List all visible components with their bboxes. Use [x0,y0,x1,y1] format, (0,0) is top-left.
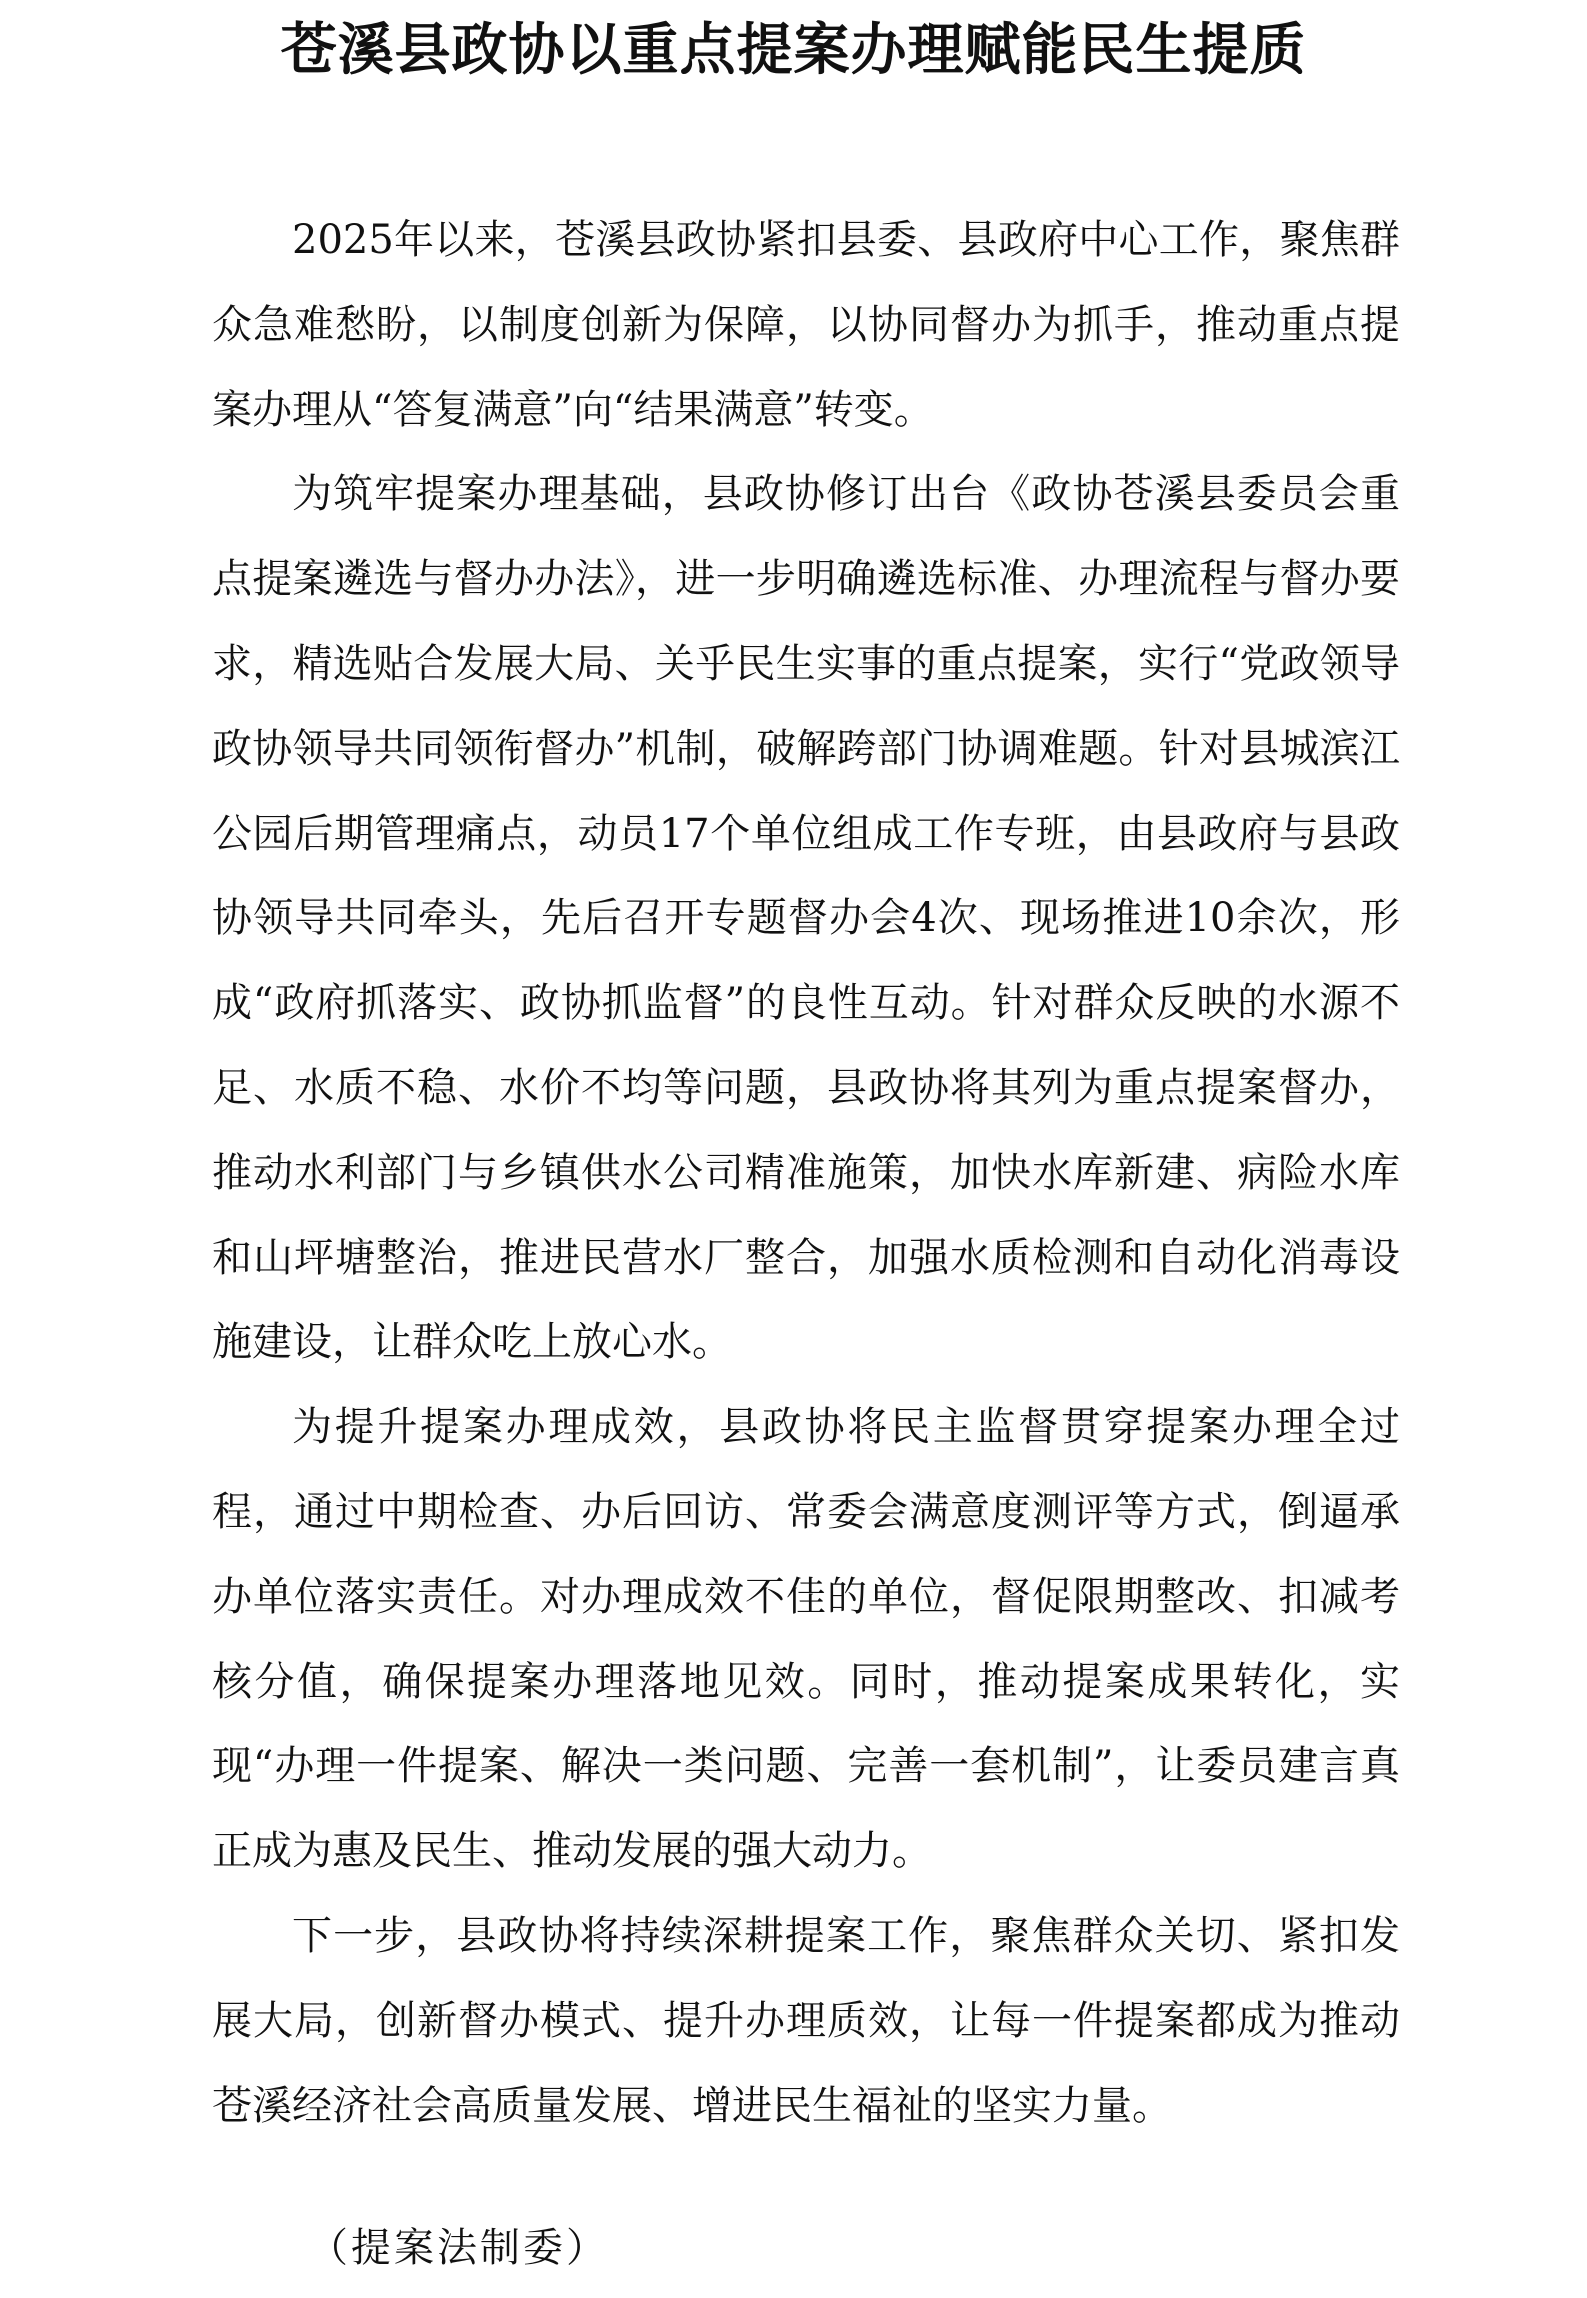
article-title: 苍溪县政协以重点提案办理赋能民生提质 [280,17,1307,83]
paragraph-4: 下一步，县政协将持续深耕提案工作，聚焦群众关切、紧扣发展大局，创新督办模式、提升办理质效，让每一件提案都成为推动苍溪经济社会高质量发展、增进民生福祉的坚实力量。 [212,1912,1400,2129]
paragraph-1: 2025年以来，苍溪县政协紧扣县委、县政府中心工作，聚焦群众急难愁盼，以制度创新为保障，以协同督办为抓手，推动重点提案办理从“答复满意”向“结果满意”转变。 [212,217,1400,433]
article-signature: （提案法制委） [308,2225,609,2271]
article-body [212,198,1400,2148]
paragraph-2: 为筑牢提案办理基础，县政协修订出台《政协苍溪县委员会重点提案遴选与督办办法》，进一步明确遴选标准、办理流程与督办要求，精选贴合发展大局、关乎民生实事的重点提案，实行“党政领导政协领导共同领衔督办”机制，破解跨部门协调难题。针对县城滨江公园后期管理痛点，动员17个单位组成工作专班，由县政府与县政协领导共同牵头，先后召开专题督办会4次、现场推进10余次，形成“政府抓落实、政协抓监督”的良性互动。针对群众反映的水源不足、水质不稳、水价不均等问题，县政协将其列为重点提案督办，推动水利部门与乡镇供水公司精准施策，加快水库新建、病险水库和山坪塘整治，推进民营水厂整合，加强水质检测和自动化消毒设施建设，让群众吃上放心水。 [212,471,1400,1366]
paragraph-3: 为提升提案办理成效，县政协将民主监督贯穿提案办理全过程，通过中期检查、办后回访、常委会满意度测评等方式，倒逼承办单位落实责任。对办理成效不佳的单位，督促限期整改、扣减考核分值，确保提案办理落地见效。同时，推动提案成果转化，实现“办理一件提案、解决一类问题、完善一套机制”，让委员建言真正成为惠及民生、推动发展的强大动力。 [212,1404,1400,1875]
